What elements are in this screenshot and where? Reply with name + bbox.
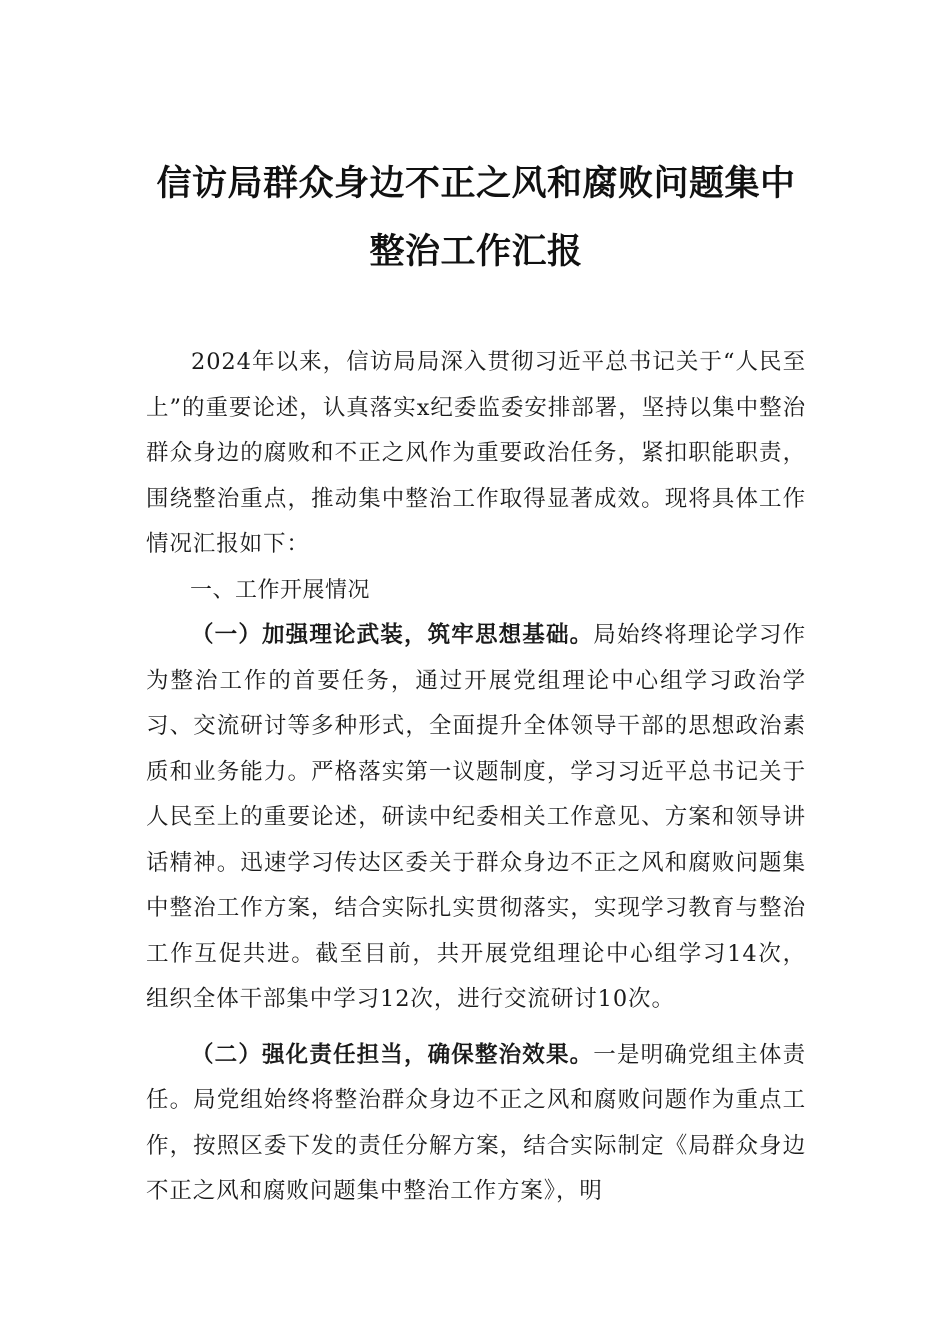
document-body: [146, 340, 806, 1215]
subsection-1-body: 局始终将理论学习作为整治工作的首要任务，通过开展党组理论中心组学习政治学习、交流研讨等多种形式，全面提升全体领导干部的思想政治素质和业务能力。严格落实第一议题制度，学习习近平总书记关于人民至上的重要论述，研读中纪委相关工作意见、方案和领导讲话精神。迅速学习传达区委关于群众身边不正之风和腐败问题集中整治工作方案，结合实际扎实贯彻落实，实现学习教育与整治工作互促共进。截至目前，共开展党组理论中心组学习14次，组织全体干部集中学习12次，进行交流研讨10次。: [146, 622, 806, 1012]
document-title: [146, 150, 806, 286]
subsection-1-lead: （一）加强理论武装，筑牢思想基础。: [191, 622, 594, 648]
subsection-2-lead: （二）强化责任担当，确保整治效果。: [191, 1041, 594, 1068]
title-line-1: 信访局群众身边不正之风和腐败问题集中: [156, 163, 796, 204]
section-heading-1: 一、工作开展情况: [190, 577, 371, 603]
subsection-2-paragraph: [146, 1033, 806, 1215]
document-page: [146, 150, 806, 1215]
intro-paragraph: 2024年以来，信访局局深入贯彻习近平总书记关于“人民至上”的重要论述，认真落实x纪委监委安排部署，坚持以集中整治群众身边的腐败和不正之风作为重要政治任务，紧扣职能职责，围绕整治重点，推动集中整治工作取得显著成效。现将具体工作情况汇报如下：: [146, 349, 806, 557]
subsection-2-body: 一是明确党组主体责任。局党组始终将整治群众身边不正之风和腐败问题作为重点工作，按照区委下发的责任分解方案，结合实际制定《局群众身边不正之风和腐败问题集中整治工作方案》，明: [146, 1041, 806, 1204]
title-line-2: 整治工作汇报: [369, 231, 583, 272]
subsection-1-paragraph: [146, 613, 806, 1023]
